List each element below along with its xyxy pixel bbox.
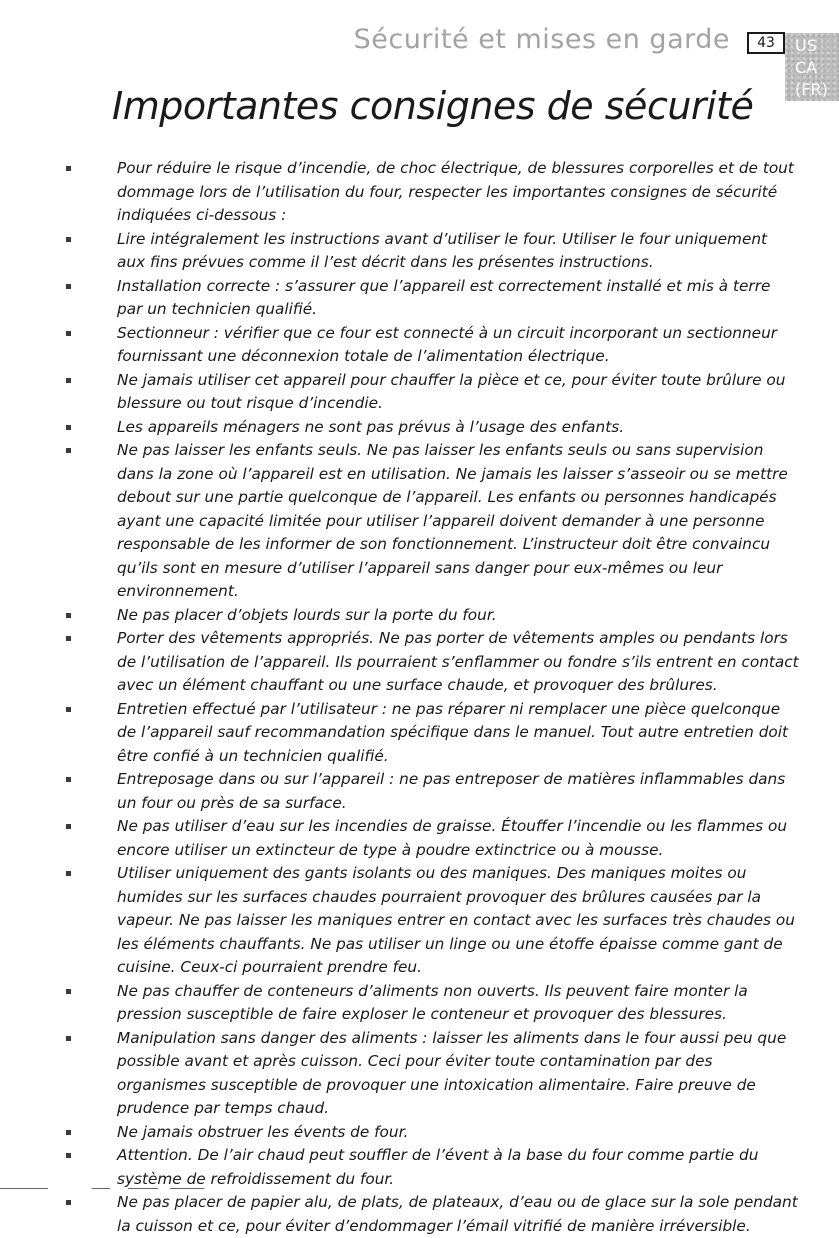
bullet-icon: [66, 284, 71, 289]
list-item-text: Ne pas placer de papier alu, de plats, de plateaux, d’eau ou de glace sur la sole pendant la cuisson et ce, pour éviter d’endommager l’émail vitrifié de manière irréversible.: [117, 1193, 798, 1235]
list-item: [0, 157, 839, 228]
region-fr: (FR): [795, 80, 828, 99]
bullet-icon: [66, 1036, 71, 1041]
region-tab: [785, 33, 839, 101]
list-item-text: Ne jamais utiliser cet appareil pour chauffer la pièce et ce, pour éviter toute brûlure ou blessure ou tout risque d’incendie.: [117, 370, 786, 412]
footer-line: [0, 1188, 48, 1189]
bullet-icon: [66, 613, 71, 618]
list-item: [0, 862, 839, 980]
bullet-icon: [66, 871, 71, 876]
list-item: [0, 980, 839, 1027]
list-item: [0, 439, 839, 604]
bullet-icon: [66, 448, 71, 453]
list-item: [0, 228, 839, 275]
list-item-text: Utiliser uniquement des gants isolants ou des maniques. Des maniques moites ou humides sur les surfaces chaudes pourraient provoquer des brûlures causées par la vapeur. Ne pas laisser les maniques entrer en contact avec les surfaces très chaudes ou les éléments chauffants. Ne pas utiliser un linge ou une étoffe épaisse comme gant de cuisine. Ceux-ci pourraient prendre feu.: [117, 864, 795, 976]
bullet-icon: [66, 1130, 71, 1135]
bullet-icon: [66, 237, 71, 242]
bullet-icon: [66, 707, 71, 712]
footer-line: [92, 1188, 110, 1189]
list-item: [0, 627, 839, 698]
page-number: 43: [747, 32, 785, 54]
list-item: [0, 1027, 839, 1121]
list-item-text: Porter des vêtements appropriés. Ne pas porter de vêtements amples ou pendants lors de l’utilisation de l’appareil. Ils pourraient s’enflammer ou fondre s’ils entrent en contact avec un élément chauffant ou une surface chaude, et provoquer des brûlures.: [117, 629, 799, 694]
region-ca: CA: [795, 58, 818, 77]
list-item-text: Ne pas chauffer de conteneurs d’aliments non ouverts. Ils peuvent faire monter la pression susceptible de faire exploser le conteneur et provoquer des blessures.: [117, 981, 748, 1023]
list-item: [0, 604, 839, 628]
bullet-icon: [66, 378, 71, 383]
list-item-text: Ne jamais obstruer les évents de four.: [117, 1122, 409, 1141]
section-title: Sécurité et mises en garde: [353, 24, 730, 55]
list-item-text: Sectionneur : vérifier que ce four est connecté à un circuit incorporant un sectionneur fournissant une déconnexion totale de l’alimentation électrique.: [117, 323, 778, 365]
list-item-text: Pour réduire le risque d’incendie, de choc électrique, de blessures corporelles et de tout dommage lors de l’utilisation du four, respecter les importantes consignes de sécurité indiquées ci-dessous :: [117, 159, 794, 224]
list-item: [0, 322, 839, 369]
list-item-text: Ne pas laisser les enfants seuls. Ne pas laisser les enfants seuls ou sans supervision dans la zone où l’appareil est en utilisation. Ne jamais les laisser s’asseoir ou se mettre debout sur une partie quelconque de l’appareil. Les enfants ou personnes handicapés ayant une capacité limitée pour utiliser l’appareil doivent demander à une personne responsable de les informer de son fonctionnement. L’instructeur doit être convaincu qu’ils sont en mesure d’utiliser l’appareil sans danger pour eux-mêmes ou leur environnement.: [117, 441, 788, 600]
region-us: US: [795, 36, 817, 55]
list-item-text: Manipulation sans danger des aliments : laisser les aliments dans le four aussi peu que possible avant et après cuisson. Ceci pour éviter toute contamination par des organismes susceptible de provoquer une intoxication alimentaire. Faire preuve de prudence par temps chaud.: [117, 1028, 787, 1117]
list-item-text: Les appareils ménagers ne sont pas prévus à l’usage des enfants.: [117, 417, 625, 436]
bullet-icon: [66, 1200, 71, 1205]
list-item-text: Attention. De l’air chaud peut souffler de l’évent à la base du four comme partie du système de refroidissement du four.: [117, 1146, 759, 1188]
list-item: [0, 768, 839, 815]
bullet-icon: [66, 166, 71, 171]
footer-line: [170, 1188, 204, 1189]
list-item-text: Entreposage dans ou sur l’appareil : ne pas entreposer de matières inflammables dans un four ou près de sa surface.: [117, 770, 786, 812]
footer-scan-marks: [0, 1186, 839, 1191]
list-item: [0, 1121, 839, 1145]
list-item: [0, 1144, 839, 1191]
bullet-icon: [66, 989, 71, 994]
list-item-text: Ne pas utiliser d’eau sur les incendies de graisse. Étouffer l’incendie ou les flammes ou encore utiliser un extincteur de type à poudre extinctrice ou à mousse.: [117, 817, 788, 859]
bullet-icon: [66, 636, 71, 641]
bullet-icon: [66, 777, 71, 782]
list-item-text: Entretien effectué par l’utilisateur : ne pas réparer ni remplacer une pièce quelconque de l’appareil sauf recommandation spécifique dans le manuel. Tout autre entretien doit être confié à un technicien qualifié.: [117, 699, 789, 765]
list-item: [0, 416, 839, 440]
bullet-icon: [66, 425, 71, 430]
page-heading: Importantes consignes de sécurité: [112, 84, 754, 128]
bullet-icon: [66, 824, 71, 829]
list-item: [0, 369, 839, 416]
list-item: [0, 698, 839, 769]
footer-line: [128, 1188, 158, 1189]
list-item: [0, 815, 839, 862]
list-item: [0, 1191, 839, 1238]
list-item-text: Installation correcte : s’assurer que l’appareil est correctement installé et mis à terre par un technicien qualifié.: [117, 276, 771, 318]
list-item-text: Ne pas placer d’objets lourds sur la porte du four.: [117, 605, 497, 624]
list-item-text: Lire intégralement les instructions avant d’utiliser le four. Utiliser le four uniquement aux fins prévues comme il l’est décrit dans les présentes instructions.: [117, 229, 768, 271]
safety-instructions-list: [0, 157, 839, 1238]
list-item: [0, 275, 839, 322]
bullet-icon: [66, 1153, 71, 1158]
bullet-icon: [66, 331, 71, 336]
